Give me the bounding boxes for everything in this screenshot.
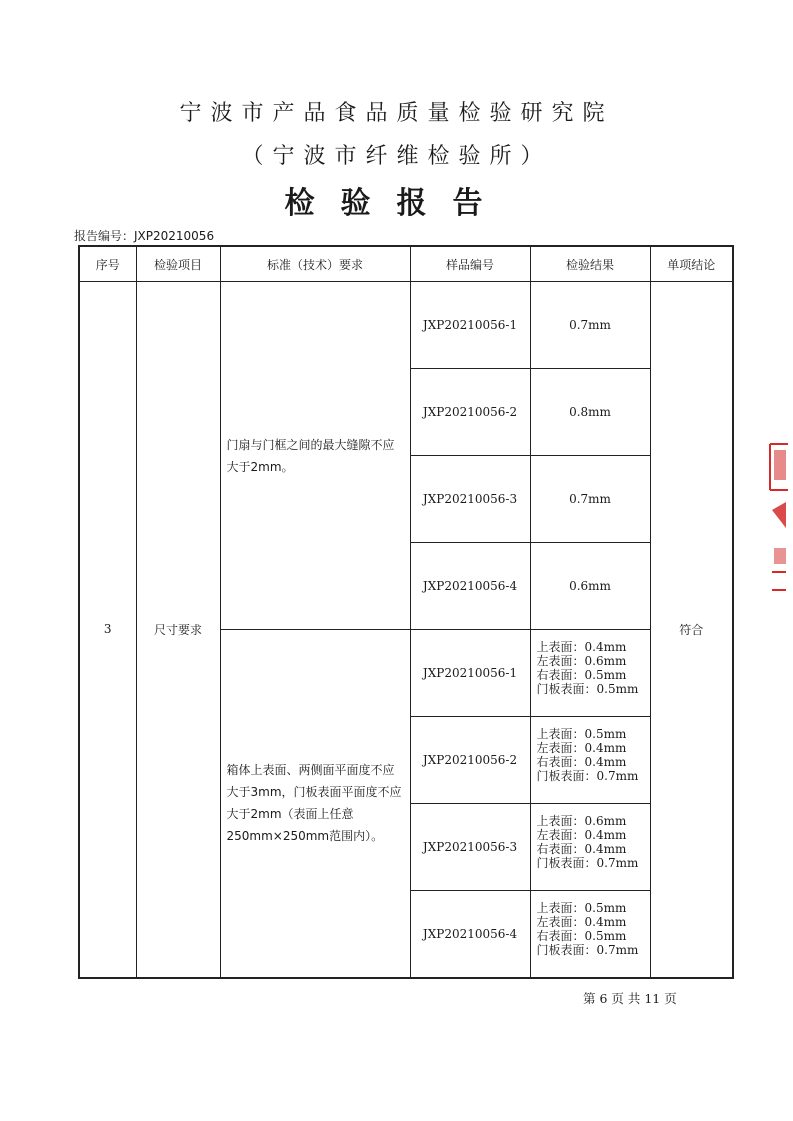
inspection-table (78, 245, 734, 979)
cell-sample-no: JXP20210056-2 (410, 369, 530, 456)
org-alias: （宁波市纤维检验所） (241, 144, 552, 169)
result-line: 上表面：0.5mm (536, 901, 627, 915)
cell-sample-no: JXP20210056-1 (410, 630, 530, 717)
stamp-mark (768, 440, 790, 600)
cell-result (530, 891, 650, 978)
page-number: 第 6 页 共 11 页 (583, 991, 677, 1006)
result-line: 左表面：0.4mm (536, 828, 627, 842)
cell-sample-no: JXP20210056-3 (410, 456, 530, 543)
result-line: 右表面：0.4mm (536, 842, 627, 856)
result-line: 上表面：0.6mm (536, 814, 627, 828)
cell-sample-no: JXP20210056-2 (410, 717, 530, 804)
result-line: 门板表面：0.7mm (536, 856, 639, 870)
result-line: 门板表面：0.7mm (536, 943, 639, 957)
document-title: 检验报告 (284, 186, 509, 221)
cell-requirement: 箱体上表面、两侧面平面度不应大于3mm，门板表面平面度不应大于2mm（表面上任意250mm×250mm范围内）。 (220, 630, 410, 978)
cell-item: 尺寸要求 (136, 282, 220, 978)
result-line: 门板表面：0.5mm (536, 682, 639, 696)
report-number: 报告编号：JXP20210056 (74, 229, 215, 243)
header-conclusion: 单项结论 (650, 246, 733, 282)
result-line: 右表面：0.5mm (536, 668, 627, 682)
cell-result (530, 804, 650, 891)
header-result: 检验结果 (530, 246, 650, 282)
result-line: 左表面：0.6mm (536, 654, 627, 668)
header-sample-no: 样品编号 (410, 246, 530, 282)
header-requirement: 标准（技术）要求 (220, 246, 410, 282)
cell-sample-no: JXP20210056-1 (410, 282, 530, 369)
cell-requirement: 门扇与门框之间的最大缝隙不应大于2mm。 (220, 282, 410, 630)
cell-sample-no: JXP20210056-3 (410, 804, 530, 891)
cell-result: 0.7mm (530, 282, 650, 369)
cell-result (530, 630, 650, 717)
cell-result: 0.8mm (530, 369, 650, 456)
result-line: 上表面：0.4mm (536, 640, 627, 654)
table-header-row (79, 246, 733, 282)
header-item: 检验项目 (136, 246, 220, 282)
result-line: 左表面：0.4mm (536, 915, 627, 929)
table-row (79, 282, 733, 369)
result-line: 门板表面：0.7mm (536, 769, 639, 783)
result-line: 右表面：0.5mm (536, 929, 627, 943)
result-line: 上表面：0.5mm (536, 727, 627, 741)
cell-sample-no: JXP20210056-4 (410, 891, 530, 978)
result-line: 左表面：0.4mm (536, 741, 627, 755)
header-seq: 序号 (79, 246, 136, 282)
cell-sample-no: JXP20210056-4 (410, 543, 530, 630)
cell-result: 0.7mm (530, 456, 650, 543)
cell-conclusion: 符合 (650, 282, 733, 978)
cell-result: 0.6mm (530, 543, 650, 630)
cell-result (530, 717, 650, 804)
org-name: 宁波市产品食品质量检验研究院 (179, 101, 614, 126)
result-line: 右表面：0.4mm (536, 755, 627, 769)
cell-seq: 3 (79, 282, 136, 978)
